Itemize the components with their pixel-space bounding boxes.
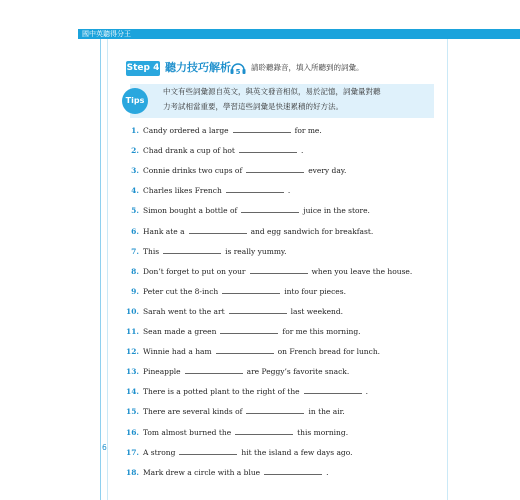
question-number: 12. — [126, 347, 140, 357]
audio-track-number: 5 — [235, 68, 241, 76]
answer-blank[interactable] — [264, 465, 322, 475]
answer-blank[interactable] — [241, 203, 299, 213]
question-text-before: Peter cut the 8-inch — [143, 286, 219, 296]
question-text-after: on French bread for lunch. — [277, 347, 381, 357]
question-text-before: Candy ordered a large — [143, 126, 229, 135]
answer-blank[interactable] — [239, 143, 297, 153]
question-number: 11. — [126, 327, 140, 336]
question-item — [126, 244, 287, 258]
question-text-after: every day. — [308, 166, 347, 176]
question-item — [126, 425, 348, 439]
question-text-after: juice in the store. — [303, 206, 370, 216]
question-text-before: Simon bought a bottle of — [143, 206, 238, 216]
question-item — [126, 284, 346, 298]
question-item — [126, 224, 373, 238]
answer-blank[interactable] — [189, 224, 247, 234]
question-number: 8. — [131, 266, 139, 276]
question-item — [126, 324, 361, 338]
step-title: 聽力技巧解析 — [165, 61, 231, 74]
question-text-before: There is a potted plant to the right of the — [143, 387, 300, 397]
answer-blank[interactable] — [229, 304, 287, 314]
question-item — [126, 364, 349, 378]
question-number: 9. — [131, 286, 139, 296]
answer-blank[interactable] — [185, 364, 243, 374]
answer-blank[interactable] — [233, 123, 291, 133]
question-text-after: for me this morning. — [282, 327, 361, 336]
question-number: 1. — [131, 126, 139, 135]
question-text-after: last weekend. — [290, 306, 344, 316]
page-number: 6 — [102, 443, 107, 452]
margin-line — [100, 39, 101, 500]
question-item — [126, 384, 368, 398]
question-text-before: Tom almost burned the — [143, 427, 232, 437]
header-title: 國中英聽得分王 — [82, 30, 131, 38]
question-number: 10. — [126, 306, 140, 316]
question-text-before: Mark drew a circle with a blue — [143, 467, 261, 477]
answer-blank[interactable] — [246, 404, 304, 414]
question-item — [126, 203, 370, 217]
question-item — [126, 404, 345, 418]
question-text-after: are Peggy’s favorite snack. — [246, 367, 350, 377]
answer-blank[interactable] — [163, 244, 221, 254]
question-number: 5. — [131, 206, 139, 216]
question-text-before: There are several kinds of — [143, 407, 243, 417]
question-text-after: and egg sandwich for breakfast. — [250, 226, 374, 236]
question-text-before: Don’t forget to put on your — [143, 266, 246, 276]
question-item — [126, 445, 353, 459]
question-number: 16. — [126, 427, 140, 437]
question-text-before: Sean made a green — [143, 327, 217, 336]
answer-blank[interactable] — [246, 163, 304, 173]
question-item — [126, 304, 343, 318]
step-badge: Step 4 — [126, 61, 160, 76]
question-text-after: hit the island a few days ago. — [241, 447, 353, 457]
question-number: 17. — [126, 447, 140, 457]
question-item — [126, 143, 303, 157]
question-item — [126, 183, 290, 197]
question-number: 7. — [131, 246, 139, 256]
question-text-after: . — [365, 387, 368, 397]
answer-blank[interactable] — [226, 183, 284, 193]
question-text-after: . — [300, 146, 304, 156]
question-text-before: Chad drank a cup of hot — [143, 146, 235, 156]
question-text-before: Hank ate a — [143, 226, 185, 236]
question-text-before: This — [143, 246, 160, 256]
answer-blank[interactable] — [220, 324, 278, 334]
answer-blank[interactable] — [250, 264, 308, 274]
question-text-before: Charles likes French — [143, 186, 222, 196]
question-text-after: . — [326, 467, 329, 477]
question-text-before: Sarah went to the art — [143, 306, 225, 316]
question-text-after: is really yummy. — [225, 246, 287, 256]
question-number: 6. — [131, 226, 139, 236]
step-instruction: 請聆聽錄音，填入所聽到的詞彙。 — [251, 63, 364, 72]
question-text-after: for me. — [294, 126, 322, 135]
question-item — [126, 123, 322, 137]
question-number: 15. — [126, 407, 140, 417]
question-text-after: into four pieces. — [284, 286, 346, 296]
question-text-after: . — [287, 186, 291, 196]
answer-blank[interactable] — [216, 344, 274, 354]
question-text-before: Pineapple — [143, 367, 181, 377]
question-number: 18. — [126, 467, 140, 477]
answer-blank[interactable] — [235, 425, 293, 435]
question-text-after: when you leave the house. — [311, 266, 413, 276]
question-text-after: in the air. — [308, 407, 345, 417]
question-number: 14. — [126, 387, 140, 397]
question-text-after: this morning. — [297, 427, 349, 437]
question-number: 13. — [126, 367, 140, 377]
headphones-icon[interactable] — [229, 60, 247, 76]
margin-line — [447, 39, 448, 500]
question-item — [126, 465, 329, 479]
question-number: 2. — [131, 146, 139, 156]
question-item — [126, 264, 412, 278]
question-text-before: Winnie had a ham — [143, 347, 212, 357]
question-text-before: A strong — [143, 447, 176, 457]
margin-line — [107, 39, 108, 500]
tips-badge: Tips — [122, 88, 148, 114]
answer-blank[interactable] — [179, 445, 237, 455]
header-band — [78, 29, 520, 39]
answer-blank[interactable] — [222, 284, 280, 294]
answer-blank[interactable] — [304, 384, 362, 394]
question-item — [126, 163, 346, 177]
question-number: 4. — [131, 186, 139, 196]
page-top-margin — [78, 0, 520, 30]
tips-text: 中文有些詞彙源自英文，與英文發音相似，易於記憶，詞彙量對聽 — [163, 87, 381, 96]
question-item — [126, 344, 380, 358]
question-number: 3. — [131, 166, 139, 176]
question-text-before: Connie drinks two cups of — [143, 166, 243, 176]
tips-text: 力考試相當重要，學習這些詞彙是快速累積的好方法。 — [163, 102, 343, 111]
